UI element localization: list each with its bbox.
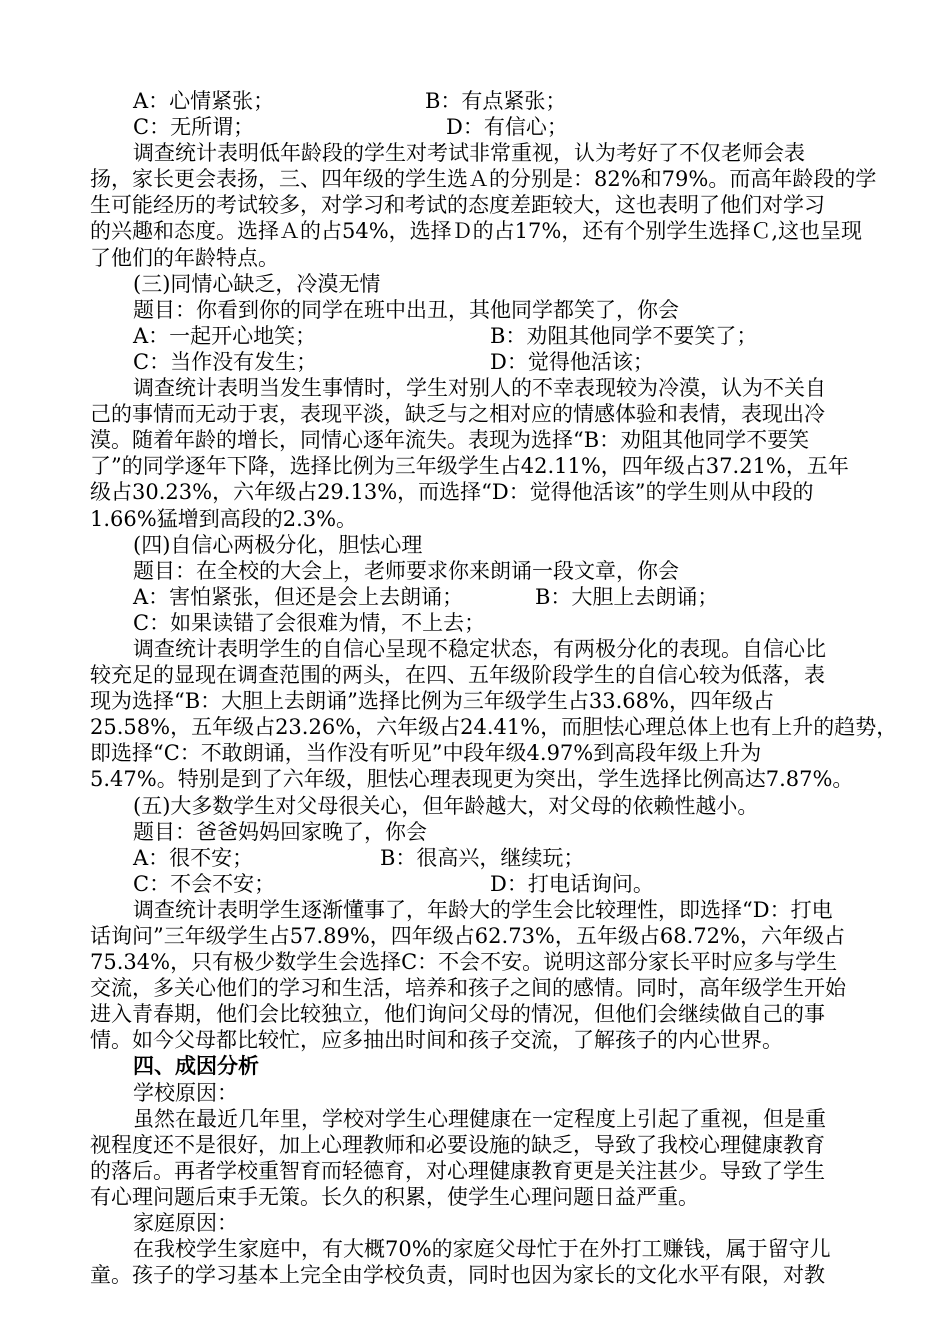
option-c: C：如果读错了会很难为情，不上去； xyxy=(133,610,486,635)
paragraph-line: 25.58%，五年级占23.26%，六年级占24.41%，而胆怯心理总体上也有上升的趋势， xyxy=(90,715,898,740)
subheading-family: 家庭原因： xyxy=(133,1211,238,1236)
paragraph-line: 虽然在最近几年里，学校对学生心理健康在一定程度上引起了重视，但是重 xyxy=(133,1106,826,1131)
question-text: 题目：在全校的大会上，老师要求你来朗诵一段文章，你会 xyxy=(133,558,679,583)
paragraph-line: 1.66%猛增到高段的2.3%。 xyxy=(90,506,358,531)
option-a: A：很不安； xyxy=(133,845,254,870)
paragraph-line: 了”的同学逐年下降，选择比例为三年级学生占42.11%，四年级占37.21%，五年 xyxy=(90,454,849,479)
option-b: B：很高兴，继续玩； xyxy=(380,845,585,870)
subheading-school: 学校原因： xyxy=(133,1080,238,1105)
paragraph-line: 75.34%，只有极少数学生会选择C：不会不安。说明这部分家长平时应多与学生 xyxy=(90,950,838,975)
paragraph-line: 交流，多关心他们的学习和生活，培养和孩子之间的感情。同时，高年级学生开始 xyxy=(90,976,846,1001)
section-heading: (三)同情心缺乏，冷漠无情 xyxy=(133,271,381,296)
option-b: B：劝阻其他同学不要笑了； xyxy=(490,323,758,348)
paragraph-line: 视程度还不是很好，加上心理教师和必要设施的缺乏，导致了我校心理健康教育 xyxy=(90,1132,825,1157)
paragraph-line: 己的事情而无动于衷，表现平淡，缺乏与之相对应的情感体验和表情，表现出冷 xyxy=(90,402,825,427)
option-b: B：大胆上去朗诵； xyxy=(535,584,719,609)
paragraph-line: 在我校学生家庭中，有大概70%的家庭父母忙于在外打工赚钱，属于留守儿 xyxy=(133,1237,831,1262)
paragraph-line: 童。孩子的学习基本上完全由学校负责，同时也因为家长的文化水平有限，对教 xyxy=(90,1263,825,1288)
section3-analysis xyxy=(90,375,865,532)
document-page xyxy=(90,88,898,1288)
paragraph-line: 进入青春期，他们会比较独立，他们询问父母的情况，但他们会继续做自己的事 xyxy=(90,1002,825,1027)
paragraph-line: 的落后。再者学校重智育而轻德育，对心理健康教育更是关注甚少。导致了学生 xyxy=(90,1158,825,1183)
paragraph-line: 即选择“C：不敢朗诵，当作没有听见”中段年级4.97%到高段年级上升为 xyxy=(90,741,762,766)
section-heading: (四)自信心两极分化，胆怯心理 xyxy=(133,532,423,557)
paragraph-line: 的兴趣和态度。选择Ａ的占54%，选择Ｄ的占17%，还有个别学生选择Ｃ,这也呈现 xyxy=(90,219,863,244)
q2-options-row-1 xyxy=(90,88,865,114)
option-c: C：当作没有发生； xyxy=(133,349,318,374)
options-row xyxy=(90,349,865,375)
question-text: 题目：爸爸妈妈回家晚了，你会 xyxy=(133,819,427,844)
option-c: C：不会不安； xyxy=(133,871,276,896)
school-reasons xyxy=(90,1106,865,1210)
paragraph-line: 了他们的年龄特点。 xyxy=(90,245,279,270)
family-reasons xyxy=(90,1236,865,1288)
q2-option-a: A：心情紧张； xyxy=(133,89,275,113)
paragraph-line: 较充足的显现在调查范围的两头，在四、五年级阶段学生的自信心较为低落，表 xyxy=(90,663,825,688)
section-heading: (五)大多数学生对父母很关心，但年龄越大，对父母的依赖性越小。 xyxy=(133,793,759,818)
paragraph-line: 扬，家长更会表扬，三、四年级的学生选Ａ的分别是：82%和79%。而高年龄段的学 xyxy=(90,167,877,192)
options-row xyxy=(90,871,865,897)
q2-option-d: D：有信心； xyxy=(446,115,568,140)
option-a: A：害怕紧张，但还是会上去朗诵； xyxy=(133,584,464,609)
paragraph-line: 生可能经历的考试较多，对学习和考试的态度差距较大，这也表明了他们对学习 xyxy=(90,193,825,218)
paragraph-line: 现为选择“B：大胆上去朗诵”选择比例为三年级学生占33.68%，四年级占 xyxy=(90,689,774,714)
section4-analysis xyxy=(90,636,898,793)
paragraph-line: 情。如今父母都比较忙，应多抽出时间和孩子交流，了解孩子的内心世界。 xyxy=(90,1028,783,1053)
part-heading: 四、成因分析 xyxy=(133,1053,259,1079)
paragraph-line: 调查统计表明当发生事情时，学生对别人的不幸表现较为冷漠，认为不关自 xyxy=(133,376,826,401)
paragraph-line: 调查统计表明学生逐渐懂事了，年龄大的学生会比较理性，即选择“D：打电 xyxy=(133,897,833,922)
q2-option-b: B：有点紧张； xyxy=(425,89,567,113)
options-row xyxy=(90,323,865,349)
paragraph-line: 漠。随着年龄的增长，同情心逐年流失。表现为选择“B：劝阻其他同学不要笑 xyxy=(90,428,810,453)
q2-option-c: C：无所谓； xyxy=(133,115,255,140)
question-text: 题目：你看到你的同学在班中出丑，其他同学都笑了，你会 xyxy=(133,297,679,322)
paragraph-line: 有心理问题后束手无策。长久的积累，使学生心理问题日益严重。 xyxy=(90,1184,699,1209)
option-d: D：打电话询问。 xyxy=(490,871,654,896)
paragraph-line: 调查统计表明学生的自信心呈现不稳定状态，有两极分化的表现。自信心比 xyxy=(133,636,826,661)
option-d: D：觉得他活该； xyxy=(490,349,654,374)
paragraph-line: 话询问”三年级学生占57.89%，四年级占62.73%，五年级占68.72%，六年级占 xyxy=(90,924,845,948)
options-row xyxy=(90,584,865,610)
q2-analysis xyxy=(90,140,877,270)
paragraph-line: 调查统计表明低年龄段的学生对考试非常重视，认为考好了不仅老师会表 xyxy=(133,141,805,166)
paragraph-line: 级占30.23%，六年级占29.13%，而选择“D：觉得他活该”的学生则从中段的 xyxy=(90,480,814,505)
option-a: A：一起开心地笑； xyxy=(133,323,317,348)
paragraph-line: 5.47%。特别是到了六年级，胆怯心理表现更为突出，学生选择比例高达7.87%。 xyxy=(90,767,854,792)
section5-analysis xyxy=(90,897,865,1054)
options-row xyxy=(90,845,865,871)
q2-options-row-2 xyxy=(90,114,865,140)
